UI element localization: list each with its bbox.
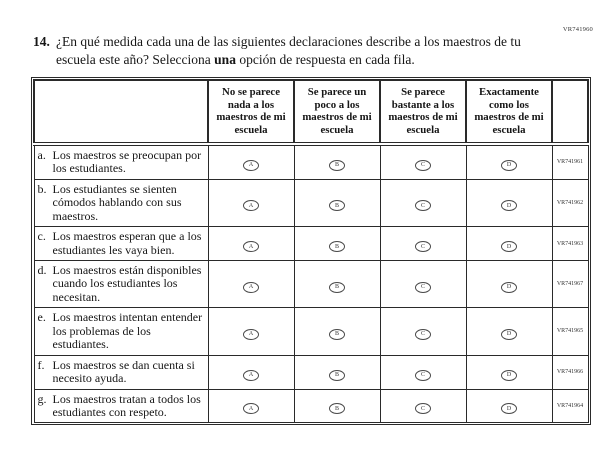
row-letter: b. xyxy=(37,181,47,196)
table-row xyxy=(34,355,588,389)
row-letter: f. xyxy=(37,357,45,372)
row-label xyxy=(34,227,208,261)
answer-cell xyxy=(466,179,552,226)
answer-bubble-b[interactable]: B xyxy=(329,403,345,414)
answer-cell xyxy=(294,179,380,226)
row-text: Los maestros intentan entender los problemas de los estudiantes. xyxy=(52,310,203,352)
answer-bubble-a[interactable]: A xyxy=(243,370,259,381)
answer-cell xyxy=(380,261,466,308)
answer-cell xyxy=(466,355,552,389)
answer-cell xyxy=(294,227,380,261)
answer-bubble-d[interactable]: D xyxy=(501,241,517,252)
answer-bubble-a[interactable]: A xyxy=(243,329,259,340)
question-text-emphasis: una xyxy=(214,51,236,67)
row-text: Los estudiantes se sienten cómodos hablando con sus maestros. xyxy=(52,181,182,223)
row-letter: a. xyxy=(37,147,46,162)
answer-bubble-b[interactable]: B xyxy=(329,282,345,293)
table-row xyxy=(34,389,588,423)
answer-cell xyxy=(380,355,466,389)
table-row xyxy=(34,179,588,226)
answer-cell xyxy=(294,261,380,308)
answer-cell xyxy=(208,179,294,226)
row-code: VR741964 xyxy=(552,389,588,423)
table-row xyxy=(34,227,588,261)
row-letter: c. xyxy=(37,229,46,244)
header-option-3: Se parece bastante a los maestros de mi escuela xyxy=(380,80,466,144)
answer-cell xyxy=(208,355,294,389)
header-row xyxy=(34,80,588,144)
answer-cell xyxy=(466,144,552,179)
header-code-col xyxy=(552,80,588,144)
row-code: VR741962 xyxy=(552,179,588,226)
question-text-pre: ¿En qué medida cada una de las siguientes declaraciones describe a los maestros de tu escuela este año? Selecciona xyxy=(56,34,521,67)
row-code: VR741965 xyxy=(552,308,588,355)
answer-bubble-a[interactable]: A xyxy=(243,241,259,252)
answer-cell xyxy=(466,389,552,423)
answer-bubble-b[interactable]: B xyxy=(329,160,345,171)
answer-bubble-c[interactable]: C xyxy=(415,241,431,252)
row-code: VR741963 xyxy=(552,227,588,261)
row-text: Los maestros están disponibles cuando los estudiantes los necesitan. xyxy=(52,263,202,304)
answer-bubble-d[interactable]: D xyxy=(501,160,517,171)
form-code: VR741960 xyxy=(562,26,593,33)
row-text: Los maestros se preocupan por los estudiantes. xyxy=(52,147,202,176)
row-letter: g. xyxy=(37,391,47,406)
row-letter: e. xyxy=(37,310,46,325)
header-option-1: No se parece nada a los maestros de mi escuela xyxy=(208,80,294,144)
answer-bubble-c[interactable]: C xyxy=(415,200,431,211)
row-letter: d. xyxy=(37,263,47,277)
row-label xyxy=(34,179,208,226)
answer-cell xyxy=(294,389,380,423)
answer-cell xyxy=(380,144,466,179)
answer-bubble-c[interactable]: C xyxy=(415,160,431,171)
answer-bubble-a[interactable]: A xyxy=(243,403,259,414)
row-text: Los maestros esperan que a los estudiantes les vaya bien. xyxy=(52,229,202,257)
answer-cell xyxy=(294,144,380,179)
answer-cell xyxy=(208,144,294,179)
answer-bubble-d[interactable]: D xyxy=(501,370,517,381)
answer-cell xyxy=(294,355,380,389)
row-label xyxy=(34,308,208,355)
answer-bubble-a[interactable]: A xyxy=(243,200,259,211)
header-option-2: Se parece un poco a los maestros de mi escuela xyxy=(294,80,380,144)
row-code: VR741961 xyxy=(552,144,588,179)
answer-bubble-d[interactable]: D xyxy=(501,200,517,211)
answer-bubble-a[interactable]: A xyxy=(243,282,259,293)
row-code: VR741967 xyxy=(552,261,588,308)
row-label xyxy=(34,261,208,308)
answer-cell xyxy=(208,389,294,423)
answer-bubble-c[interactable]: C xyxy=(415,370,431,381)
answer-bubble-b[interactable]: B xyxy=(329,241,345,252)
answer-bubble-d[interactable]: D xyxy=(501,329,517,340)
row-text: Los maestros tratan a todos los estudiantes con respeto. xyxy=(52,391,201,419)
answer-cell xyxy=(466,261,552,308)
header-option-4: Exactamente como los maestros de mi escuela xyxy=(466,80,552,144)
answer-bubble-a[interactable]: A xyxy=(243,160,259,171)
answer-cell xyxy=(380,308,466,355)
answer-bubble-d[interactable]: D xyxy=(501,282,517,293)
answer-bubble-b[interactable]: B xyxy=(329,370,345,381)
response-table xyxy=(31,77,591,425)
question-text xyxy=(56,33,555,69)
answer-cell xyxy=(380,389,466,423)
answer-bubble-d[interactable]: D xyxy=(501,403,517,414)
answer-bubble-b[interactable]: B xyxy=(329,200,345,211)
answer-cell xyxy=(380,227,466,261)
table-row xyxy=(34,261,588,308)
answer-cell xyxy=(208,227,294,261)
answer-bubble-c[interactable]: C xyxy=(415,329,431,340)
answer-cell xyxy=(380,179,466,226)
answer-cell xyxy=(466,227,552,261)
row-label xyxy=(34,144,208,179)
question-number: 14. xyxy=(33,34,50,49)
row-text: Los maestros se dan cuenta si necesito ayuda. xyxy=(52,357,195,386)
answer-bubble-c[interactable]: C xyxy=(415,282,431,293)
row-label xyxy=(34,389,208,423)
answer-cell xyxy=(466,308,552,355)
question-text-post: opción de respuesta en cada fila. xyxy=(235,51,415,67)
answer-bubble-c[interactable]: C xyxy=(415,403,431,414)
row-label xyxy=(34,355,208,389)
answer-cell xyxy=(208,308,294,355)
table-row xyxy=(34,308,588,355)
header-empty xyxy=(34,80,208,144)
answer-cell xyxy=(208,261,294,308)
answer-bubble-b[interactable]: B xyxy=(329,329,345,340)
table-row xyxy=(34,144,588,179)
question-block xyxy=(33,33,555,69)
answer-cell xyxy=(294,308,380,355)
row-code: VR741966 xyxy=(552,355,588,389)
